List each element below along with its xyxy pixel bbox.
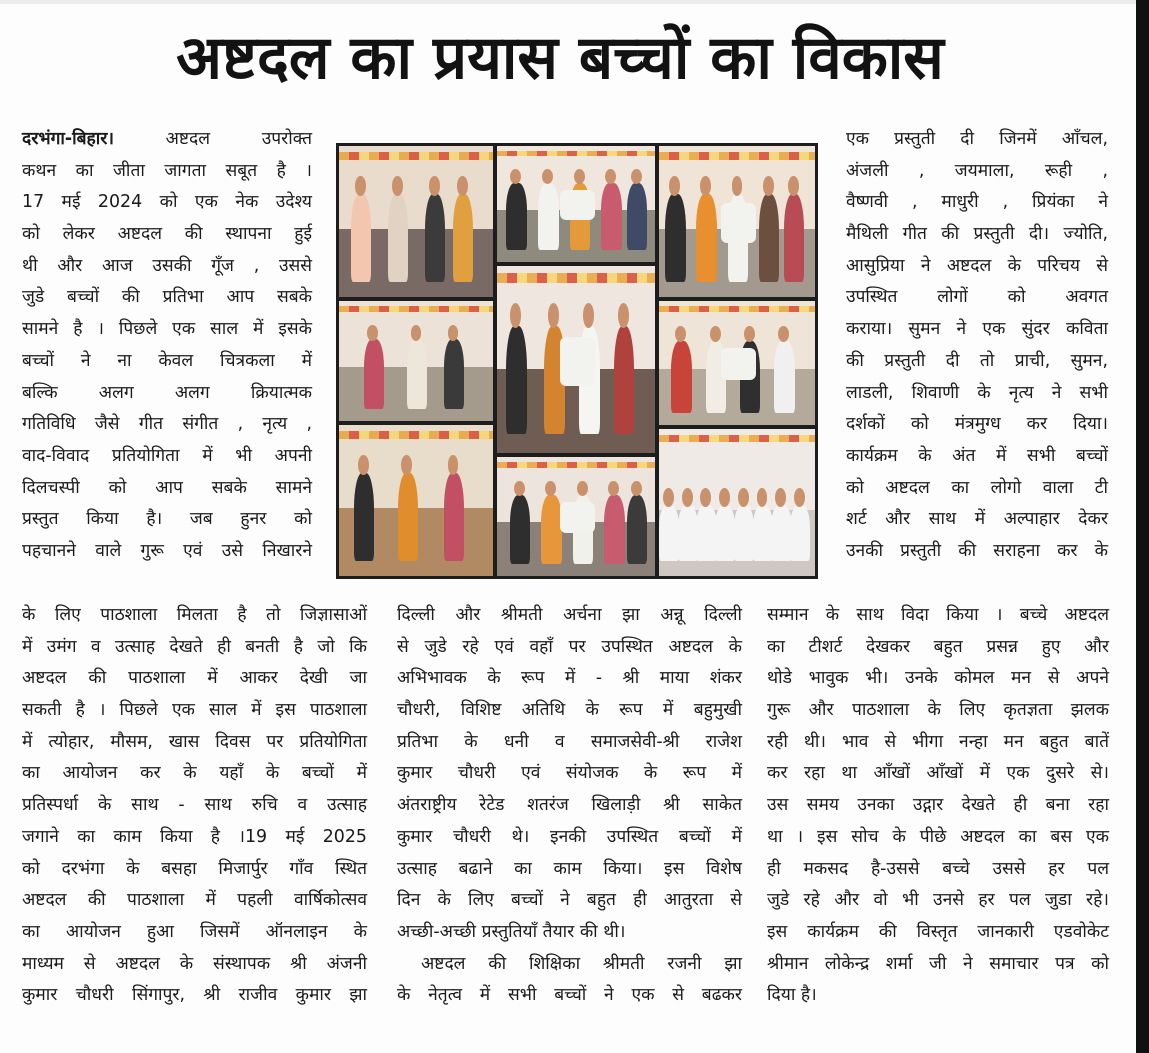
photo-person-head	[367, 325, 378, 341]
column-c-line: एक प्रस्तुती दी जिनमें आँचल,	[846, 129, 1108, 149]
photo-decoration	[497, 462, 655, 468]
column-c-line: आसुप्रिया ने अष्टदल के परिचय से	[846, 255, 1108, 276]
photo-person-head	[788, 176, 799, 196]
column-c-line: कराया। सुमन ने एक सुंदर कविता	[846, 319, 1108, 340]
photo-person	[444, 473, 464, 561]
column-a-line: गतिविधि जैसे गीत संगीत , नृत्य ,	[22, 414, 312, 435]
column-d-line: अष्टदल की पाठशाला में पहली वार्षिकोत्सव	[22, 890, 367, 911]
column-e-line: इस कार्यक्रम की विस्तृत जानकारी एडवोकेट	[767, 921, 1109, 942]
column-c-line: उनकी प्रस्तुती की सराहना कर के	[846, 540, 1108, 561]
photo-person-head	[448, 325, 459, 341]
column-b-line: के नेतृत्व में सभी बच्चों ने एक से बढकर	[397, 985, 742, 1006]
column-e-line: दिया है।	[767, 985, 817, 1006]
column-d-line: अष्टदल की पाठशाला में आकर देखी जा	[22, 668, 367, 689]
column-d-line: माध्यम से अष्टदल के संस्थापक श्री अंजनी	[22, 953, 367, 974]
photo-person	[771, 505, 791, 561]
column-a	[22, 124, 312, 568]
photo-person	[604, 495, 625, 564]
photo-person-head	[775, 488, 786, 507]
photo-person	[407, 339, 427, 409]
photo-person	[364, 339, 384, 409]
photo-person-head	[574, 169, 585, 184]
photo-decoration	[339, 431, 493, 439]
photo-decoration	[659, 435, 815, 442]
column-a-line: कथन का जीता जागता सबूत है ।	[22, 160, 312, 181]
column-d-line: कुमार चौधरी सिंगापुर, श्री राजीव कुमार झा	[22, 985, 367, 1006]
column-b-line: दिन के लिए बच्चों ने बहुत ही आतुरता से	[397, 890, 742, 911]
photo-person	[753, 505, 773, 561]
column-d-line: जगाने का काम किया है ।19 मई 2025	[22, 826, 367, 847]
photo-person	[734, 505, 754, 561]
column-a-line: बल्कि अलग अलग क्रियात्मक	[22, 382, 312, 403]
photo-person	[538, 183, 559, 250]
photo-person-head	[682, 488, 693, 507]
photo-tshirt-handover	[659, 146, 815, 297]
column-c-line: लाडली, शिवाणी के नृत्य ने सभी	[846, 382, 1108, 403]
column-e-line: ही मकसद है-उससे बच्चे उससे हर पल	[767, 858, 1109, 879]
photo-person	[790, 505, 810, 561]
column-a-line	[22, 124, 312, 156]
photo-person-head	[794, 488, 805, 507]
photo-tshirt	[721, 348, 755, 380]
column-a-line: बच्चों ने ना केवल चित्रकला में	[22, 350, 312, 371]
column-d-line: का आयोजन कर के यहाँ के बच्चों में	[22, 763, 367, 784]
column-a-line: पहचानने वाले गुरू एवं उसे निखारने	[22, 540, 312, 561]
column-b-line: अष्टदल की शिक्षिका श्रीमती रजनी झा	[421, 953, 742, 974]
photo-person	[388, 194, 408, 282]
column-e	[767, 600, 1109, 1012]
column-d-line: सकती है । पिछले एक साल में इस पाठशाला	[22, 700, 367, 721]
photo-person-head	[738, 488, 749, 507]
column-a-line: प्रस्तुत किया है। जब हुनर को	[22, 509, 312, 530]
photo-person-head	[355, 176, 366, 196]
column-b-line: कुमार चौधरी एवं संयोजक के रूप में	[397, 763, 742, 784]
column-a-line: 17 मई 2024 को एक नेक उदेश्य	[22, 192, 312, 213]
column-c-line: को अष्टदल का लोगो वाला टी	[846, 477, 1108, 498]
column-e-line: कर रहा था आँखों आँखों में एक दुसरे से।	[767, 763, 1109, 784]
photo-person-head	[392, 176, 403, 196]
photo-person	[601, 183, 622, 250]
column-a-line: वाद-विवाद प्रतियोगिता में भी अपनी	[22, 445, 312, 466]
column-c-line: दर्शकों को मंत्रमुग्ध कर दिया।	[846, 414, 1108, 435]
column-b-line: से जुडे रहे एवं वहाँ पर उपस्थित अष्टदल के	[397, 636, 742, 657]
page-top-edge	[0, 0, 1149, 4]
photo-group	[659, 429, 815, 576]
photo-decoration	[339, 306, 493, 312]
photo-person	[665, 194, 685, 282]
photo-person-head	[710, 326, 721, 342]
dateline: दरभंगा-बिहार।	[22, 129, 114, 149]
photo-person	[354, 473, 374, 561]
column-b-line: प्रतिभा के धनी व समाजसेवी-श्री राजेश	[397, 731, 742, 752]
photo-person-head	[631, 481, 642, 496]
photo-seated-guests	[339, 425, 493, 576]
column-e-line: थोडे भावुक भी। उनके कोमल मन से अपने	[767, 668, 1109, 689]
photo-decoration	[339, 152, 493, 160]
photo-collage	[336, 143, 818, 579]
photo-award	[497, 457, 655, 576]
photo-person	[671, 341, 691, 413]
photo-person-head	[763, 176, 774, 196]
photo-tshirt	[721, 203, 755, 242]
dateline-rest: अष्टदल उपरोक्त	[113, 129, 312, 149]
photo-lamp-lighting	[339, 301, 493, 421]
column-e-line: जुडे रहे और वो भी उनसे हर पल जुडा रहे।	[767, 890, 1109, 911]
column-c-line: अंजली , जयमाला, रूही ,	[846, 160, 1108, 181]
photo-person	[541, 495, 562, 564]
photo-person-head	[618, 303, 629, 327]
photo-person-head	[719, 488, 730, 507]
column-b-line: दिल्ली और श्रीमती अर्चना झा अन्नू दिल्ली	[397, 605, 742, 625]
photo-person-head	[577, 481, 588, 496]
photo-decoration	[659, 306, 815, 312]
photo-person	[678, 505, 698, 561]
column-e-line: रही थी। भाव से भीगा नन्हा मन बहुत बातें	[767, 731, 1109, 752]
photo-person	[696, 505, 716, 561]
headline: अष्टदल का प्रयास बच्चों का विकास	[176, 23, 944, 93]
column-e-line: उस समय उनका उद्गार देखते ही बना रहा	[767, 795, 1109, 816]
photo-person-head	[583, 303, 594, 327]
column-d-line: का आयोजन हुआ जिसमें ऑनलाइन के	[22, 921, 367, 942]
photo-decoration	[497, 273, 655, 282]
column-c	[846, 124, 1108, 568]
column-a-line: जुडे बच्चों की प्रतिभा आप सबके	[22, 287, 312, 308]
column-e-line: का टीशर्ट देखकर बहुत प्रसन्न हुए और	[767, 636, 1109, 657]
photo-person	[506, 183, 527, 250]
photo-person	[696, 194, 716, 282]
photo-person-head	[744, 326, 755, 342]
column-e-line: सम्मान के साथ विदा किया । बच्चे अष्टदल	[767, 605, 1109, 625]
photo-person-head	[669, 176, 680, 196]
photo-person	[444, 339, 464, 409]
photo-person-head	[514, 481, 525, 496]
photo-person-head	[411, 325, 422, 341]
column-c-line: वैष्णवी , माधुरी , प्रियंका ने	[846, 192, 1108, 213]
column-d	[22, 600, 367, 1012]
column-b-line: कुमार चौधरी थे। इनकी उपस्थित बच्चों में	[397, 826, 742, 847]
photo-person	[715, 505, 735, 561]
column-d-line: को दरभंगा के बसहा मिजार्पुर गाँव स्थित	[22, 858, 367, 879]
photo-person	[614, 326, 635, 434]
photo-person	[506, 326, 527, 434]
photo-person-head	[457, 176, 468, 196]
photo-person	[627, 183, 648, 250]
column-d-line: के लिए पाठशाला मिलता है तो जिज्ञासाओं	[22, 605, 367, 625]
column-c-line: की प्रस्तुती दी तो प्राची, सुमन,	[846, 350, 1108, 371]
column-b-line: अभिभावक के रूप में - श्री माया शंकर	[397, 668, 742, 689]
column-e-line: गुरू और पाठशाला के लिए कृतज्ञता झलक	[767, 700, 1109, 721]
photo-person	[453, 194, 473, 282]
photo-decoration	[497, 151, 655, 157]
photo-person-head	[429, 176, 440, 196]
photo-person	[425, 194, 445, 282]
column-d-line: में उमंग व उत्साह देखते ही बनती है जो कि	[22, 636, 367, 657]
photo-felicitation	[659, 301, 815, 425]
column-c-line: कार्यक्रम के अंत में सभी बच्चों	[846, 445, 1108, 466]
column-c-line: शर्ट और साथ में अल्पाहार देकर	[846, 509, 1108, 530]
column-c-line: मैथिली गीत की प्रस्तुती दी। ज्योति,	[846, 224, 1108, 245]
photo-person-head	[631, 169, 642, 184]
column-d-line: प्रतिस्पर्धा के साथ - साथ रुचि व उत्साह	[22, 795, 367, 816]
photo-person	[510, 495, 531, 564]
photo-center-tshirt	[497, 266, 655, 453]
photo-person-head	[448, 455, 459, 475]
photo-person-head	[663, 488, 674, 507]
column-e-line: था । इस सोच के पीछे अष्टदल का बस एक	[767, 826, 1109, 847]
column-a-line: को लेकर अष्टदल की स्थापना हुई	[22, 224, 312, 245]
column-c-line: उपस्थित लोगों को अवगत	[846, 287, 1108, 308]
photo-person	[759, 194, 779, 282]
photo-tshirt	[560, 502, 595, 533]
page-right-edge	[1136, 0, 1149, 1053]
photo-person	[659, 505, 679, 561]
column-b-line: उत्साह बढाने का काम किया। इस विशेष	[397, 858, 742, 879]
column-b-line: अच्छी-अच्छी प्रस्तुतियाँ तैयार की थी।	[397, 921, 626, 942]
column-b-line: चौधरी, विशिष्ट अतिथि के रूप में बहुमुखी	[397, 700, 742, 721]
column-b-line: अंतराष्ट्रीय रेटेड शतरंज खिलाड़ी श्री साकेत	[397, 795, 742, 816]
photo-guests-tshirt	[497, 146, 655, 262]
photo-tshirt	[560, 337, 595, 386]
photo-person-head	[358, 455, 369, 475]
photo-person-head	[401, 455, 412, 475]
photo-person	[774, 341, 794, 413]
photo-person	[351, 194, 371, 282]
column-a-line: सामने है । पिछले एक साल में इसके	[22, 319, 312, 340]
column-a-line: दिलचस्पी को आप सबके सामने	[22, 477, 312, 498]
column-e-line: श्रीमान लोकेन्द्र शर्मा जी ने समाचार पत्र को	[767, 953, 1109, 974]
column-a-line: थी और आज उसकी गूँज , उससे	[22, 255, 312, 276]
column-b	[397, 600, 742, 1012]
photo-person	[784, 194, 804, 282]
column-d-line: में त्योहार, मौसम, खास दिवस पर प्रतियोगिता	[22, 731, 367, 752]
photo-tshirt	[560, 190, 595, 220]
photo-speaker-mic	[339, 146, 493, 297]
photo-person	[627, 495, 648, 564]
photo-person	[398, 473, 418, 561]
photo-decoration	[659, 152, 815, 160]
